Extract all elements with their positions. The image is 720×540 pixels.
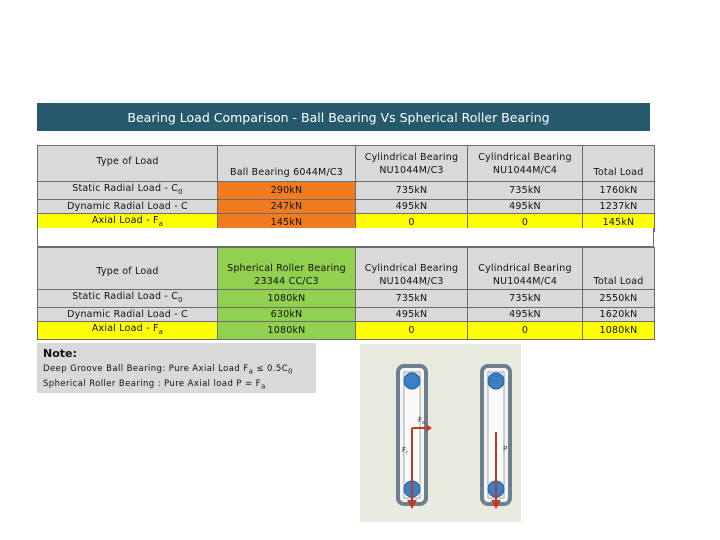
table-header-row bbox=[38, 146, 655, 182]
table-cell: 495kN bbox=[356, 307, 468, 321]
table-cell: 735kN bbox=[356, 182, 468, 200]
table-row bbox=[38, 199, 655, 213]
header-cyl-c3 bbox=[356, 146, 468, 182]
row-label-text: Static Radial Load - C bbox=[72, 291, 179, 302]
header-cyl-c4 bbox=[468, 248, 583, 290]
table-cell: 1760kN bbox=[583, 182, 655, 200]
note-line1-text: Deep Groove Ball Bearing: Pure Axial Load F bbox=[43, 364, 249, 374]
table-cell: 145kN bbox=[583, 213, 655, 231]
note-line-spherical-roller bbox=[43, 378, 310, 393]
table-cell: 1620kN bbox=[583, 307, 655, 321]
table-cell: 290kN bbox=[218, 182, 356, 200]
table-cell: 0 bbox=[356, 321, 468, 339]
header-spherical-roller bbox=[218, 248, 356, 290]
right-bearing bbox=[482, 366, 510, 509]
header-cyl-c3-text: Cylindrical Bearing NU1044M/C3 bbox=[364, 263, 459, 287]
label-p: P bbox=[503, 445, 508, 453]
note-line1-tail: ≤ 0.5C bbox=[253, 364, 289, 374]
table-cell: 1080kN bbox=[218, 290, 356, 308]
table-cell: 1237kN bbox=[583, 199, 655, 213]
label-fa: $F_a$ bbox=[418, 416, 426, 426]
row-label bbox=[38, 182, 218, 200]
note-line2-sub: a bbox=[260, 382, 266, 391]
header-type-of-load: Type of Load bbox=[38, 248, 218, 290]
row-label-text: Axial Load - F bbox=[91, 322, 159, 334]
table-cell: 247kN bbox=[218, 199, 356, 213]
table-cell: 495kN bbox=[468, 307, 583, 321]
bearing-load-diagram bbox=[360, 344, 521, 522]
header-total-load: Total Load bbox=[583, 146, 655, 182]
bearing-diagram-svg bbox=[360, 344, 521, 522]
header-cyl-c3-text: Cylindrical Bearing NU1044M/C3 bbox=[364, 151, 459, 176]
row-label bbox=[38, 290, 218, 308]
row-label-text: Dynamic Radial Load - C bbox=[67, 308, 188, 320]
row-label-sub: 0 bbox=[178, 295, 183, 304]
header-cyl-c4-text: Cylindrical Bearing NU1044M/C4 bbox=[478, 151, 572, 176]
table-title: Bearing Load Comparison - Ball Bearing Vs Spherical Roller Bearing bbox=[127, 109, 550, 125]
note-line1-sub: a bbox=[248, 367, 254, 376]
header-total-load: Total Load bbox=[583, 248, 655, 290]
header-cyl-c3 bbox=[356, 248, 468, 290]
table-cell: 630kN bbox=[218, 307, 356, 321]
table-row-axial bbox=[38, 321, 655, 339]
table-cell: 735kN bbox=[468, 290, 583, 308]
table-cell: 1080kN bbox=[583, 321, 655, 339]
row-label-sub: a bbox=[158, 219, 164, 228]
row-label bbox=[38, 199, 218, 213]
row-label bbox=[38, 321, 218, 339]
header-cyl-c4-text: Cylindrical Bearing NU1044M/C4 bbox=[478, 263, 572, 287]
row-label-text: Static Radial Load - C bbox=[72, 183, 179, 194]
right-bearing-ball-top bbox=[488, 373, 504, 389]
left-bearing-ball-top bbox=[404, 373, 420, 389]
ball-bearing-comparison-table bbox=[37, 145, 655, 232]
table-title-bar bbox=[37, 103, 650, 131]
table-row bbox=[38, 307, 655, 321]
spherical-roller-comparison-table bbox=[37, 247, 655, 340]
note-line2-text: Spherical Roller Bearing : Pure Axial load P = F bbox=[43, 378, 261, 389]
table-cell: 2550kN bbox=[583, 290, 655, 308]
header-cyl-c4 bbox=[468, 146, 583, 182]
table-cell: 0 bbox=[468, 321, 583, 339]
header-type-of-load: Type of Load bbox=[38, 146, 218, 182]
table-cell: 1080kN bbox=[218, 321, 356, 339]
row-label-text: Dynamic Radial Load - C bbox=[67, 200, 188, 212]
header-spherical-roller-text: Spherical Roller Bearing 23344 CC/C3 bbox=[227, 263, 346, 287]
table-separator bbox=[37, 228, 654, 247]
left-bearing bbox=[398, 366, 432, 509]
table-row bbox=[38, 182, 655, 200]
row-label bbox=[38, 307, 218, 321]
table-cell: 0 bbox=[468, 213, 583, 231]
note-line1-tail-sub: 0 bbox=[288, 367, 293, 376]
table-cell: 145kN bbox=[218, 213, 356, 231]
table-cell: 735kN bbox=[468, 182, 583, 200]
note-box bbox=[37, 343, 316, 393]
row-label-sub: 0 bbox=[178, 187, 183, 196]
table-cell: 735kN bbox=[356, 290, 468, 308]
header-ball-bearing: Ball Bearing 6044M/C3 bbox=[218, 146, 356, 182]
note-line-ball-bearing bbox=[43, 363, 310, 378]
note-title: Note: bbox=[43, 347, 77, 360]
table-header-row bbox=[38, 248, 655, 290]
table-cell: 0 bbox=[356, 213, 468, 231]
row-label-text: Axial Load - F bbox=[91, 214, 159, 226]
table-cell: 495kN bbox=[468, 199, 583, 213]
row-label-sub: a bbox=[158, 327, 164, 336]
table-row bbox=[38, 290, 655, 308]
label-fr: $F_r$ bbox=[402, 446, 409, 456]
table-cell: 495kN bbox=[356, 199, 468, 213]
